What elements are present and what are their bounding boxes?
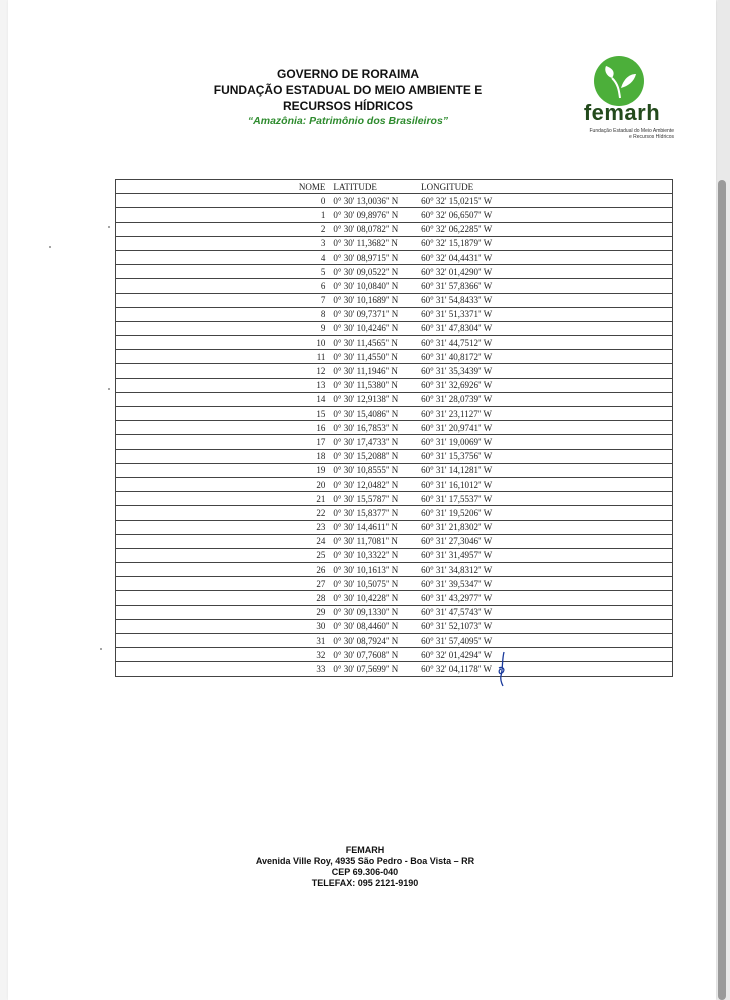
cell-nome: 32 bbox=[299, 648, 334, 662]
cell-nome: 19 bbox=[299, 463, 334, 477]
cell-latitude: 0° 30' 11,4550" N bbox=[333, 350, 421, 364]
row-trailer bbox=[517, 477, 673, 491]
cell-longitude: 60° 31' 51,3371" W bbox=[421, 307, 517, 321]
table-row bbox=[116, 563, 673, 577]
cell-longitude: 60° 31' 28,0739" W bbox=[421, 392, 517, 406]
cell-latitude: 0° 30' 10,8555" N bbox=[333, 463, 421, 477]
row-spacer bbox=[116, 477, 299, 491]
cell-longitude: 60° 31' 32,6926" W bbox=[421, 378, 517, 392]
cell-longitude: 60° 31' 19,0069" W bbox=[421, 435, 517, 449]
logo-wordmark: femarh bbox=[583, 100, 661, 125]
footer-cep: CEP 69.306-040 bbox=[331, 867, 399, 877]
scan-speck bbox=[108, 226, 110, 228]
table-row bbox=[116, 407, 673, 421]
cell-latitude: 0° 30' 15,5787" N bbox=[333, 492, 421, 506]
table-row bbox=[116, 222, 673, 236]
logo-subtitle-line1: Fundação Estadual do Meio Ambiente bbox=[589, 128, 674, 134]
cell-longitude: 60° 32' 04,1178" W bbox=[421, 662, 517, 676]
cell-latitude: 0° 30' 12,9138" N bbox=[333, 392, 421, 406]
header-latitude: LATITUDE bbox=[333, 180, 421, 194]
row-trailer bbox=[517, 492, 673, 506]
row-spacer bbox=[116, 378, 299, 392]
table-row bbox=[116, 236, 673, 250]
row-trailer bbox=[517, 591, 673, 605]
table-row bbox=[116, 605, 673, 619]
table-row bbox=[116, 648, 673, 662]
cell-latitude: 0° 30' 07,7608" N bbox=[333, 648, 421, 662]
row-trailer bbox=[517, 194, 673, 208]
row-trailer bbox=[517, 563, 673, 577]
cell-nome: 2 bbox=[299, 222, 334, 236]
cell-latitude: 0° 30' 11,7081" N bbox=[333, 534, 421, 548]
table-row bbox=[116, 392, 673, 406]
cell-nome: 26 bbox=[299, 563, 334, 577]
cell-longitude: 60° 31' 57,8366" W bbox=[421, 279, 517, 293]
row-spacer bbox=[116, 364, 299, 378]
cell-latitude: 0° 30' 09,0522" N bbox=[333, 265, 421, 279]
table-row bbox=[116, 591, 673, 605]
femarh-logo bbox=[568, 54, 678, 144]
cell-longitude: 60° 31' 54,8433" W bbox=[421, 293, 517, 307]
cell-longitude: 60° 31' 52,1073" W bbox=[421, 619, 517, 633]
signature-mark bbox=[493, 650, 511, 688]
row-spacer bbox=[116, 619, 299, 633]
cell-nome: 17 bbox=[299, 435, 334, 449]
table-row bbox=[116, 265, 673, 279]
row-spacer bbox=[116, 336, 299, 350]
row-trailer bbox=[517, 293, 673, 307]
cell-nome: 1 bbox=[299, 208, 334, 222]
cell-nome: 30 bbox=[299, 619, 334, 633]
cell-longitude: 60° 31' 14,1281" W bbox=[421, 463, 517, 477]
header-foundation: FUNDAÇÃO ESTADUAL DO MEIO AMBIENTE E bbox=[213, 83, 483, 97]
table-row bbox=[116, 435, 673, 449]
cell-latitude: 0° 30' 15,2088" N bbox=[333, 449, 421, 463]
cell-longitude: 60° 32' 15,0215" W bbox=[421, 194, 517, 208]
cell-nome: 5 bbox=[299, 265, 334, 279]
row-spacer bbox=[116, 449, 299, 463]
document-header bbox=[200, 66, 496, 128]
scan-speck bbox=[49, 246, 51, 248]
cell-longitude: 60° 31' 17,5537" W bbox=[421, 492, 517, 506]
row-trailer bbox=[517, 463, 673, 477]
row-spacer bbox=[116, 407, 299, 421]
cell-latitude: 0° 30' 11,4565" N bbox=[333, 336, 421, 350]
table-header-trailer bbox=[517, 180, 673, 194]
row-spacer bbox=[116, 492, 299, 506]
cell-latitude: 0° 30' 11,1946" N bbox=[333, 364, 421, 378]
cell-nome: 29 bbox=[299, 605, 334, 619]
cell-latitude: 0° 30' 10,5075" N bbox=[333, 577, 421, 591]
table-row bbox=[116, 364, 673, 378]
cell-longitude: 60° 31' 34,8312" W bbox=[421, 563, 517, 577]
cell-nome: 20 bbox=[299, 477, 334, 491]
row-spacer bbox=[116, 563, 299, 577]
row-trailer bbox=[517, 449, 673, 463]
cell-nome: 33 bbox=[299, 662, 334, 676]
cell-latitude: 0° 30' 10,4228" N bbox=[333, 591, 421, 605]
table-row bbox=[116, 279, 673, 293]
table-row bbox=[116, 634, 673, 648]
row-spacer bbox=[116, 435, 299, 449]
cell-longitude: 60° 32' 04,4431" W bbox=[421, 250, 517, 264]
header-nome: NOME bbox=[299, 180, 334, 194]
scrollbar-thumb[interactable] bbox=[718, 180, 726, 1000]
row-spacer bbox=[116, 648, 299, 662]
row-spacer bbox=[116, 591, 299, 605]
table-row bbox=[116, 662, 673, 676]
cell-nome: 9 bbox=[299, 321, 334, 335]
row-trailer bbox=[517, 421, 673, 435]
cell-longitude: 60° 31' 35,3439" W bbox=[421, 364, 517, 378]
cell-longitude: 60° 31' 19,5206" W bbox=[421, 506, 517, 520]
cell-nome: 6 bbox=[299, 279, 334, 293]
cell-longitude: 60° 31' 15,3756" W bbox=[421, 449, 517, 463]
header-resources: RECURSOS HÍDRICOS bbox=[282, 99, 413, 113]
row-trailer bbox=[517, 577, 673, 591]
row-trailer bbox=[517, 222, 673, 236]
table-row bbox=[116, 520, 673, 534]
row-trailer bbox=[517, 307, 673, 321]
row-spacer bbox=[116, 208, 299, 222]
footer-address: Avenida Ville Roy, 4935 São Pedro - Boa Vista – RR bbox=[255, 856, 475, 866]
row-spacer bbox=[116, 392, 299, 406]
cell-latitude: 0° 30' 15,4086" N bbox=[333, 407, 421, 421]
row-trailer bbox=[517, 208, 673, 222]
table-header-row bbox=[116, 180, 673, 194]
row-trailer bbox=[517, 605, 673, 619]
cell-nome: 14 bbox=[299, 392, 334, 406]
row-spacer bbox=[116, 548, 299, 562]
table-row bbox=[116, 449, 673, 463]
row-spacer bbox=[116, 265, 299, 279]
cell-longitude: 60° 32' 06,6507" W bbox=[421, 208, 517, 222]
cell-nome: 16 bbox=[299, 421, 334, 435]
row-spacer bbox=[116, 350, 299, 364]
header-slogan: “Amazônia: Patrimônio dos Brasileiros” bbox=[247, 115, 449, 127]
cell-latitude: 0° 30' 09,7371" N bbox=[333, 307, 421, 321]
cell-longitude: 60° 32' 01,4294" W bbox=[421, 648, 517, 662]
row-spacer bbox=[116, 236, 299, 250]
row-trailer bbox=[517, 350, 673, 364]
row-trailer bbox=[517, 378, 673, 392]
row-spacer bbox=[116, 605, 299, 619]
cell-latitude: 0° 30' 10,3322" N bbox=[333, 548, 421, 562]
table-row bbox=[116, 463, 673, 477]
table-row bbox=[116, 350, 673, 364]
cell-latitude: 0° 30' 09,8976" N bbox=[333, 208, 421, 222]
row-trailer bbox=[517, 662, 673, 676]
footer-org: FEMARH bbox=[345, 845, 385, 855]
table-row bbox=[116, 321, 673, 335]
cell-nome: 23 bbox=[299, 520, 334, 534]
cell-latitude: 0° 30' 11,5380" N bbox=[333, 378, 421, 392]
row-trailer bbox=[517, 407, 673, 421]
cell-longitude: 60° 32' 15,1879" W bbox=[421, 236, 517, 250]
cell-longitude: 60° 31' 44,7512" W bbox=[421, 336, 517, 350]
row-trailer bbox=[517, 336, 673, 350]
cell-nome: 13 bbox=[299, 378, 334, 392]
table-row bbox=[116, 534, 673, 548]
cell-longitude: 60° 32' 01,4290" W bbox=[421, 265, 517, 279]
cell-nome: 15 bbox=[299, 407, 334, 421]
cell-nome: 31 bbox=[299, 634, 334, 648]
cell-nome: 12 bbox=[299, 364, 334, 378]
row-spacer bbox=[116, 321, 299, 335]
row-spacer bbox=[116, 222, 299, 236]
table-row bbox=[116, 293, 673, 307]
cell-nome: 4 bbox=[299, 250, 334, 264]
table-row bbox=[116, 250, 673, 264]
cell-nome: 11 bbox=[299, 350, 334, 364]
table-row bbox=[116, 477, 673, 491]
row-spacer bbox=[116, 463, 299, 477]
cell-longitude: 60° 31' 47,5743" W bbox=[421, 605, 517, 619]
cell-latitude: 0° 30' 08,9715" N bbox=[333, 250, 421, 264]
row-trailer bbox=[517, 619, 673, 633]
header-longitude: LONGITUDE bbox=[421, 180, 517, 194]
row-spacer bbox=[116, 577, 299, 591]
cell-longitude: 60° 31' 16,1012" W bbox=[421, 477, 517, 491]
cell-latitude: 0° 30' 10,4246" N bbox=[333, 321, 421, 335]
table-row bbox=[116, 548, 673, 562]
table-row bbox=[116, 194, 673, 208]
cell-longitude: 60° 31' 27,3046" W bbox=[421, 534, 517, 548]
cell-longitude: 60° 31' 43,2977" W bbox=[421, 591, 517, 605]
row-spacer bbox=[116, 634, 299, 648]
row-trailer bbox=[517, 364, 673, 378]
cell-latitude: 0° 30' 09,1330" N bbox=[333, 605, 421, 619]
cell-latitude: 0° 30' 11,3682" N bbox=[333, 236, 421, 250]
scan-speck bbox=[108, 388, 110, 390]
row-trailer bbox=[517, 321, 673, 335]
cell-nome: 28 bbox=[299, 591, 334, 605]
cell-latitude: 0° 30' 10,0840" N bbox=[333, 279, 421, 293]
row-spacer bbox=[116, 194, 299, 208]
cell-latitude: 0° 30' 12,0482" N bbox=[333, 477, 421, 491]
cell-latitude: 0° 30' 10,1613" N bbox=[333, 563, 421, 577]
cell-nome: 7 bbox=[299, 293, 334, 307]
header-government: GOVERNO DE RORAIMA bbox=[276, 67, 419, 81]
table-row bbox=[116, 307, 673, 321]
cell-latitude: 0° 30' 08,0782" N bbox=[333, 222, 421, 236]
table-row bbox=[116, 506, 673, 520]
scan-speck bbox=[100, 648, 102, 650]
table-row bbox=[116, 619, 673, 633]
cell-nome: 8 bbox=[299, 307, 334, 321]
row-trailer bbox=[517, 506, 673, 520]
row-trailer bbox=[517, 279, 673, 293]
cell-longitude: 60° 31' 39,5347" W bbox=[421, 577, 517, 591]
cell-nome: 18 bbox=[299, 449, 334, 463]
cell-nome: 10 bbox=[299, 336, 334, 350]
cell-nome: 25 bbox=[299, 548, 334, 562]
row-trailer bbox=[517, 435, 673, 449]
logo-subtitle bbox=[574, 128, 674, 140]
row-trailer bbox=[517, 265, 673, 279]
row-trailer bbox=[517, 648, 673, 662]
row-spacer bbox=[116, 293, 299, 307]
cell-nome: 27 bbox=[299, 577, 334, 591]
row-spacer bbox=[116, 250, 299, 264]
table-body bbox=[116, 194, 673, 676]
cell-latitude: 0° 30' 08,7924" N bbox=[333, 634, 421, 648]
cell-nome: 21 bbox=[299, 492, 334, 506]
cell-nome: 24 bbox=[299, 534, 334, 548]
footer-phone: TELEFAX: 095 2121-9190 bbox=[311, 878, 419, 888]
logo-subtitle-line2: e Recursos Hídricos bbox=[628, 134, 674, 140]
cell-latitude: 0° 30' 17,4733" N bbox=[333, 435, 421, 449]
cell-latitude: 0° 30' 08,4460" N bbox=[333, 619, 421, 633]
row-trailer bbox=[517, 250, 673, 264]
cell-nome: 0 bbox=[299, 194, 334, 208]
table-row bbox=[116, 336, 673, 350]
row-spacer bbox=[116, 662, 299, 676]
row-trailer bbox=[517, 236, 673, 250]
table-header-spacer bbox=[116, 180, 299, 194]
cell-longitude: 60° 31' 47,8304" W bbox=[421, 321, 517, 335]
cell-latitude: 0° 30' 14,4611" N bbox=[333, 520, 421, 534]
cell-latitude: 0° 30' 15,8377" N bbox=[333, 506, 421, 520]
cell-nome: 3 bbox=[299, 236, 334, 250]
cell-nome: 22 bbox=[299, 506, 334, 520]
cell-latitude: 0° 30' 07,5699" N bbox=[333, 662, 421, 676]
cell-longitude: 60° 31' 40,8172" W bbox=[421, 350, 517, 364]
row-trailer bbox=[517, 534, 673, 548]
row-spacer bbox=[116, 520, 299, 534]
row-spacer bbox=[116, 534, 299, 548]
row-spacer bbox=[116, 506, 299, 520]
row-spacer bbox=[116, 307, 299, 321]
table-row bbox=[116, 492, 673, 506]
cell-longitude: 60° 31' 31,4957" W bbox=[421, 548, 517, 562]
row-trailer bbox=[517, 548, 673, 562]
cell-latitude: 0° 30' 13,0036" N bbox=[333, 194, 421, 208]
table-row bbox=[116, 378, 673, 392]
cell-longitude: 60° 32' 06,2285" W bbox=[421, 222, 517, 236]
cell-longitude: 60° 31' 20,9741" W bbox=[421, 421, 517, 435]
row-trailer bbox=[517, 392, 673, 406]
table-row bbox=[116, 421, 673, 435]
leaf-icon bbox=[600, 62, 640, 102]
table-row bbox=[116, 208, 673, 222]
row-spacer bbox=[116, 279, 299, 293]
row-trailer bbox=[517, 634, 673, 648]
row-trailer bbox=[517, 520, 673, 534]
row-spacer bbox=[116, 421, 299, 435]
cell-longitude: 60° 31' 21,8302" W bbox=[421, 520, 517, 534]
cell-longitude: 60° 31' 57,4095" W bbox=[421, 634, 517, 648]
document-footer bbox=[240, 845, 490, 889]
cell-latitude: 0° 30' 16,7853" N bbox=[333, 421, 421, 435]
cell-longitude: 60° 31' 23,1127" W bbox=[421, 407, 517, 421]
table-row bbox=[116, 577, 673, 591]
cell-latitude: 0° 30' 10,1689" N bbox=[333, 293, 421, 307]
coordinates-table bbox=[115, 179, 673, 677]
